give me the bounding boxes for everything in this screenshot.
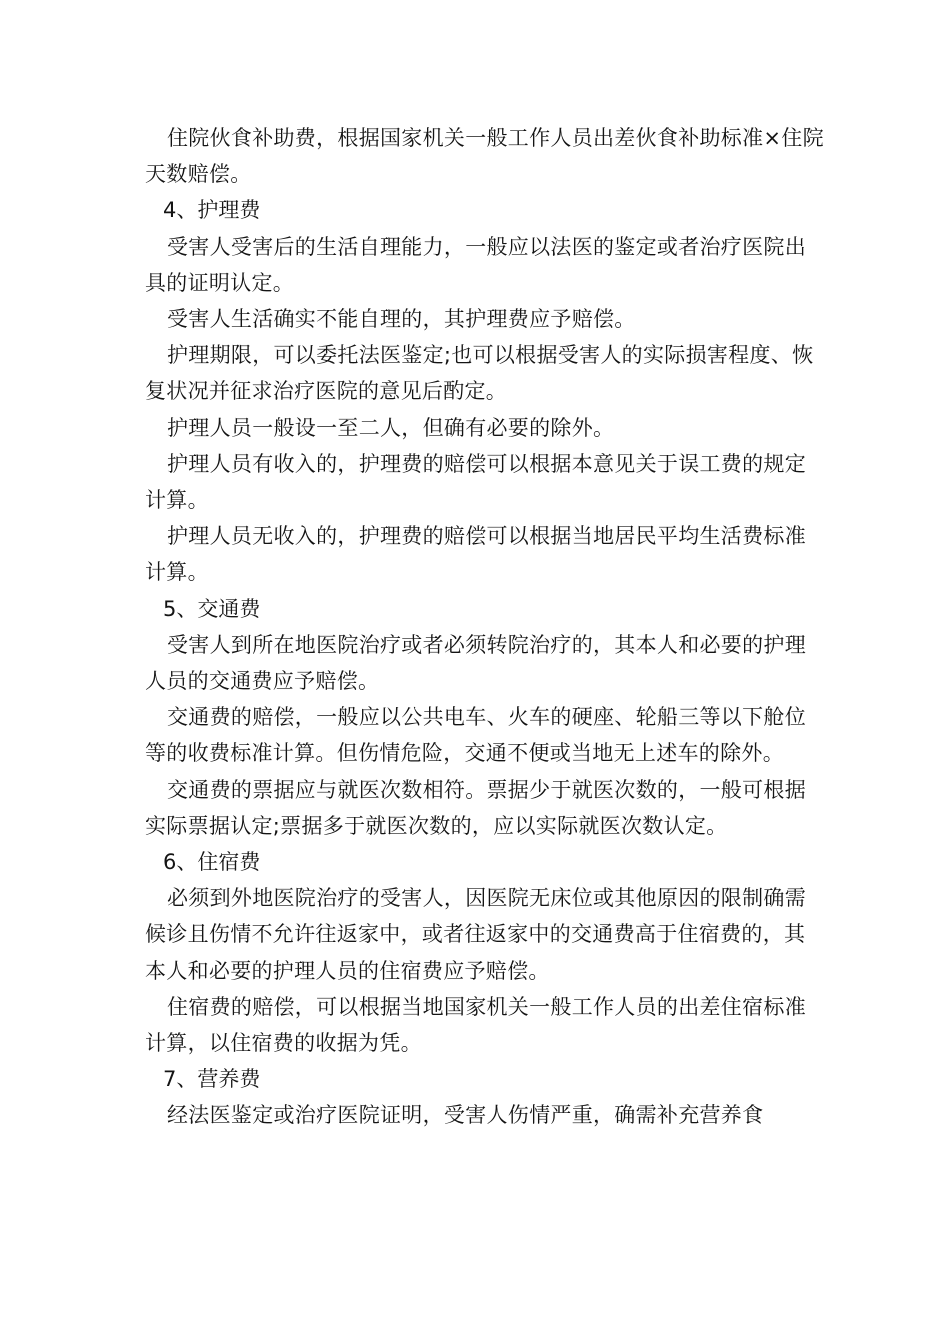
paragraph-nutrition: 经法医鉴定或治疗医院证明，受害人伤情严重，确需补充营养食: [167, 1103, 764, 1128]
section-heading-transport-fee: 5、交通费: [163, 596, 261, 621]
paragraph-nursing-period: 护理期限，可以委托法医鉴定;也可以根据受害人的实际损害程度、恢复状况并征求治疗医院的意见后酌定。: [145, 343, 814, 404]
document-body: [145, 120, 825, 1134]
section-heading-accommodation-fee: 6、住宿费: [163, 850, 261, 875]
paragraph-transport-compensation: 受害人到所在地医院治疗或者必须转院治疗的，其本人和必要的护理人员的交通费应予赔偿。: [145, 632, 806, 694]
paragraph-accommodation-standard: 住宿费的赔偿，可以根据当地国家机关一般工作人员的出差住宿标准计算，以住宿费的收据为凭。: [145, 994, 806, 1056]
paragraph-self-care-ability: 受害人受害后的生活自理能力，一般应以法医的鉴定或者治疗医院出具的证明认定。: [145, 234, 806, 295]
paragraph-transport-receipts: 交通费的票据应与就医次数相符。票据少于就医次数的，一般可根据实际票据认定;票据多于就医次数的，应以实际就医次数认定。: [145, 777, 806, 838]
paragraph-nursing-staff-count: 护理人员一般设一至二人，但确有必要的除外。: [167, 415, 615, 440]
section-heading-nutrition-fee: 7、营养费: [163, 1067, 261, 1092]
paragraph-accommodation-conditions: 必须到外地医院治疗的受害人，因医院无床位或其他原因的限制确需候诊且伤情不允许往返家中，或者往返家中的交通费高于住宿费的，其本人和必要的护理人员的住宿费应予赔偿。: [145, 886, 806, 983]
section-heading-nursing-fee: 4、护理费: [163, 198, 261, 223]
paragraph-nursing-with-income: 护理人员有收入的，护理费的赔偿可以根据本意见关于误工费的规定计算。: [145, 451, 806, 513]
paragraph-nursing-without-income: 护理人员无收入的，护理费的赔偿可以根据当地居民平均生活费标准计算。: [145, 524, 806, 585]
paragraph-transport-standard: 交通费的赔偿，一般应以公共电车、火车的硬座、轮船三等以下舱位等的收费标准计算。但伤情危险，交通不便或当地无上述车的除外。: [145, 705, 806, 766]
paragraph-nursing-compensation: 受害人生活确实不能自理的，其护理费应予赔偿。: [167, 307, 636, 332]
paragraph-meal-allowance: 住院伙食补助费，根据国家机关一般工作人员出差伙食补助标准×住院天数赔偿。: [145, 126, 824, 187]
